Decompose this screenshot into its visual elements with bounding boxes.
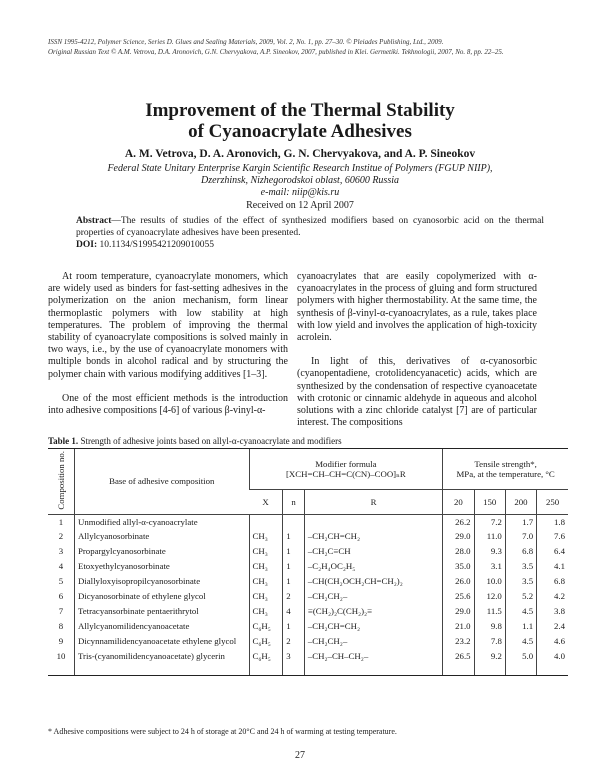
cell-v20: 26.5 bbox=[443, 649, 474, 675]
cell-no: 6 bbox=[58, 591, 64, 602]
header-composition-no: Composition no. bbox=[48, 449, 74, 515]
cell-v150: 11.5 bbox=[474, 604, 505, 619]
cell-v250: 2.4 bbox=[537, 619, 568, 634]
cell-n: 2 bbox=[283, 589, 305, 604]
table-caption-text: Strength of adhesive joints based on allyl-α-cyanoacrylate and modifiers bbox=[78, 436, 342, 446]
cell-r: –CH₂CH₂– bbox=[304, 589, 442, 604]
cell-v200: 6.8 bbox=[505, 544, 536, 559]
cell-v200: 3.5 bbox=[505, 574, 536, 589]
cell-r: –CH₂CH=CH₂ bbox=[304, 619, 442, 634]
cell-v150: 9.3 bbox=[474, 544, 505, 559]
table-row bbox=[48, 574, 568, 589]
table-row bbox=[48, 604, 568, 619]
cell-n: 2 bbox=[283, 634, 305, 649]
header-n: n bbox=[283, 490, 305, 515]
cell-v200: 5.2 bbox=[505, 589, 536, 604]
cell-v150: 11.0 bbox=[474, 529, 505, 544]
body-paragraph: One of the most efficient methods is the introduction into adhesive compositions [4-6] of various β-vinyl-α- bbox=[48, 392, 288, 417]
abstract-label: Abstract bbox=[76, 216, 112, 226]
cell-n: 4 bbox=[283, 604, 305, 619]
header-t20: 20 bbox=[443, 490, 474, 515]
cell-v200: 4.5 bbox=[505, 604, 536, 619]
journal-header-line2: Original Russian Text © A.M. Vetrova, D.A. Aronovich, G.N. Chervyakova, A.P. Sineokov, 2007, published in Klei. Germetiki. Tekhnologii, 2007, No. 8, pp. 22–25. bbox=[48, 47, 504, 56]
cell-base: Propargylcyanosorbinate bbox=[74, 544, 249, 559]
cell-no: 10 bbox=[48, 649, 74, 675]
cell-base: Tris-(cyanomilidencyanoacetate) glycerin bbox=[74, 649, 249, 675]
table-caption bbox=[48, 436, 342, 446]
cell-base: Unmodified allyl-α-cyanoacrylate bbox=[74, 514, 249, 529]
cell-n: 1 bbox=[283, 574, 305, 589]
cell-n: 3 bbox=[283, 649, 305, 675]
cell-v200: 1.1 bbox=[505, 619, 536, 634]
cell-base: Allylcyanomilidencyanoacetate bbox=[74, 619, 249, 634]
table-row bbox=[48, 529, 568, 544]
cell-base: Dicyanosorbinate of ethylene glycol bbox=[74, 589, 249, 604]
cell-no: 9 bbox=[58, 636, 64, 647]
title-line1: Improvement of the Thermal Stability bbox=[145, 100, 455, 121]
cell-x: C₆H₅ bbox=[249, 634, 283, 649]
cell-no: 4 bbox=[58, 561, 64, 572]
cell-v20: 28.0 bbox=[443, 544, 474, 559]
cell-n: 1 bbox=[283, 529, 305, 544]
cell-v20: 23.2 bbox=[443, 634, 474, 649]
cell-x: CH₃ bbox=[249, 589, 283, 604]
cell-v200: 3.5 bbox=[505, 559, 536, 574]
cell-x bbox=[249, 514, 283, 529]
cell-no: 7 bbox=[58, 606, 64, 617]
cell-v250: 4.0 bbox=[537, 649, 568, 675]
header-t150: 150 bbox=[474, 490, 505, 515]
affiliation-line1: Federal State Unitary Enterprise Kargin Scientific Research Institue of Polymers (FGUP NIIP), bbox=[107, 163, 493, 174]
table-caption-label: Table 1. bbox=[48, 436, 79, 446]
cell-base: Allylcyanosorbinate bbox=[74, 529, 249, 544]
cell-base: Tetracyansorbinate pentaerithrytol bbox=[74, 604, 249, 619]
cell-r: –CH₂CH₂– bbox=[304, 634, 442, 649]
cell-v150: 9.8 bbox=[474, 619, 505, 634]
body-column-left bbox=[48, 271, 288, 417]
cell-base: Dicynnamilidencyanoacetate ethylene glycol bbox=[74, 634, 249, 649]
cell-base: Diallyloxyisopropilcyanosorbinate bbox=[74, 574, 249, 589]
cell-v20: 25.6 bbox=[443, 589, 474, 604]
body-paragraph: cyanoacrylates that are easily copolymerized with α-cyanoacrylates in the process of gluing and form structured polymers with higher thermostability. At the same time, the synthesis of β-vinyl-α-cyanoacrylates, as a rule, takes place with low yield and involves the application of high-toxicity acrolein. bbox=[297, 271, 537, 344]
cell-r: –CH₂C≡CH bbox=[304, 544, 442, 559]
cell-v250: 4.2 bbox=[537, 589, 568, 604]
cell-v150: 3.1 bbox=[474, 559, 505, 574]
cell-v20: 26.2 bbox=[443, 514, 474, 529]
header-base: Base of adhesive composition bbox=[74, 449, 249, 515]
cell-v250: 4.1 bbox=[537, 559, 568, 574]
affiliation-line2: Dzerzhinsk, Nizhegorodskoi oblast, 60600 Russia bbox=[201, 175, 399, 186]
cell-v150: 7.8 bbox=[474, 634, 505, 649]
cell-n: 1 bbox=[283, 559, 305, 574]
cell-v150: 12.0 bbox=[474, 589, 505, 604]
abstract-text: —The results of studies of the effect of synthesized modifiers based on cyanosorbic acid on the thermal properties of cyanoacrylate adhesives have been presented. bbox=[76, 216, 544, 238]
cell-v250: 1.8 bbox=[537, 514, 568, 529]
cell-n: 1 bbox=[283, 544, 305, 559]
table-footnote: * Adhesive compositions were subject to 24 h of storage at 20°C and 24 h of warming at testing temperature. bbox=[48, 727, 397, 736]
cell-v250: 4.6 bbox=[537, 634, 568, 649]
doi bbox=[76, 240, 214, 250]
cell-r: –CH₂–CH–CH₂– bbox=[304, 649, 442, 675]
strength-table bbox=[48, 448, 568, 676]
cell-r bbox=[304, 514, 442, 529]
cell-r: –CH(CH₂OCH₂CH=CH₂)₂ bbox=[304, 574, 442, 589]
cell-x: CH₃ bbox=[249, 604, 283, 619]
cell-r: –C₂H₄OC₂H₅ bbox=[304, 559, 442, 574]
table-row bbox=[48, 559, 568, 574]
doi-label: DOI: bbox=[76, 240, 98, 250]
cell-x: C₆H₅ bbox=[249, 619, 283, 634]
cell-no: 2 bbox=[58, 531, 64, 542]
abstract bbox=[76, 216, 544, 239]
table-row bbox=[48, 619, 568, 634]
header-modifier-formula: Modifier formula [XCH=CH–CH=C(CN)–COO]ₙR bbox=[249, 449, 443, 490]
table-row bbox=[48, 544, 568, 559]
cell-r: –CH₂CH=CH₂ bbox=[304, 529, 442, 544]
cell-x: C₆H₅ bbox=[249, 649, 283, 675]
cell-v200: 5.0 bbox=[505, 649, 536, 675]
cell-x: CH₃ bbox=[249, 544, 283, 559]
cell-x: CH₃ bbox=[249, 529, 283, 544]
table-row bbox=[48, 634, 568, 649]
received-date: Received on 12 April 2007 bbox=[246, 200, 354, 211]
header-t200: 200 bbox=[505, 490, 536, 515]
header-x: X bbox=[249, 490, 283, 515]
cell-n bbox=[283, 514, 305, 529]
article-title bbox=[0, 100, 600, 142]
doi-value[interactable]: 10.1134/S1995421209010055 bbox=[97, 240, 214, 250]
cell-v250: 7.6 bbox=[537, 529, 568, 544]
cell-v250: 3.8 bbox=[537, 604, 568, 619]
cell-v250: 6.4 bbox=[537, 544, 568, 559]
body-paragraph: At room temperature, cyanoacrylate monomers, which are widely used as binders for fast-setting adhesives in the polymerization on the anion mechanism, form linear thermoplastic polymers with low stability at high temperatures. The problem of improving the thermal stability of cyanoacrylate compositions is solved mainly in two ways, i.e., by the use of cyanoacrylate monomers with multiple bonds in alcohol radical and by structuring the polymer chain with various modifying additives [1–3]. bbox=[48, 271, 288, 380]
cell-no: 1 bbox=[58, 516, 64, 527]
cell-n: 1 bbox=[283, 619, 305, 634]
table-row bbox=[48, 649, 568, 675]
table-row bbox=[48, 514, 568, 529]
body-paragraph: In light of this, derivatives of α-cyanosorbic (cyanopentadiene, crotolidencyanacetic) acids, which are synthesized by the condensation of respective cyanoacetate with crotonic or cinnamic aldehyde in aqueous and alcohol solutions with a zinc chloride catalyst [7] are of particular interest. The compositions bbox=[297, 356, 537, 429]
journal-header bbox=[48, 38, 568, 57]
cell-v200: 4.5 bbox=[505, 634, 536, 649]
affiliation bbox=[0, 163, 600, 199]
cell-base: Etoxyethylcyanosorbinate bbox=[74, 559, 249, 574]
cell-v20: 21.0 bbox=[443, 619, 474, 634]
cell-v150: 10.0 bbox=[474, 574, 505, 589]
table-row bbox=[48, 589, 568, 604]
cell-x: CH₃ bbox=[249, 574, 283, 589]
title-line2: of Cyanoacrylate Adhesives bbox=[188, 121, 412, 142]
author-list: A. M. Vetrova, D. A. Aronovich, G. N. Chervyakova, and A. P. Sineokov bbox=[124, 148, 476, 160]
journal-header-line1: ISSN 1995-4212, Polymer Science, Series D. Glues and Sealing Materials, 2009, Vol. 2, No. 1, pp. 27–30. © Pleiades Publishing, Ltd., 2009. bbox=[48, 38, 444, 46]
cell-v250: 6.8 bbox=[537, 574, 568, 589]
header-r: R bbox=[304, 490, 442, 515]
page-number: 27 bbox=[295, 750, 305, 761]
header-t250: 250 bbox=[537, 490, 568, 515]
cell-v200: 7.0 bbox=[505, 529, 536, 544]
body-column-right bbox=[297, 271, 537, 429]
cell-x: CH₃ bbox=[249, 559, 283, 574]
cell-v150: 9.2 bbox=[474, 649, 505, 675]
cell-no: 8 bbox=[58, 621, 64, 632]
cell-v20: 29.0 bbox=[443, 529, 474, 544]
cell-v150: 7.2 bbox=[474, 514, 505, 529]
cell-v20: 35.0 bbox=[443, 559, 474, 574]
cell-no: 3 bbox=[58, 546, 64, 557]
cell-v200: 1.7 bbox=[505, 514, 536, 529]
header-tensile-strength: Tensile strength*, MPa, at the temperature, °C bbox=[443, 449, 568, 490]
author-email[interactable]: e-mail: niip@kis.ru bbox=[260, 187, 340, 198]
cell-v20: 26.0 bbox=[443, 574, 474, 589]
cell-v20: 29.0 bbox=[443, 604, 474, 619]
cell-r: ≡(CH₂)₂C(CH₂)₂≡ bbox=[304, 604, 442, 619]
cell-no: 5 bbox=[58, 576, 64, 587]
